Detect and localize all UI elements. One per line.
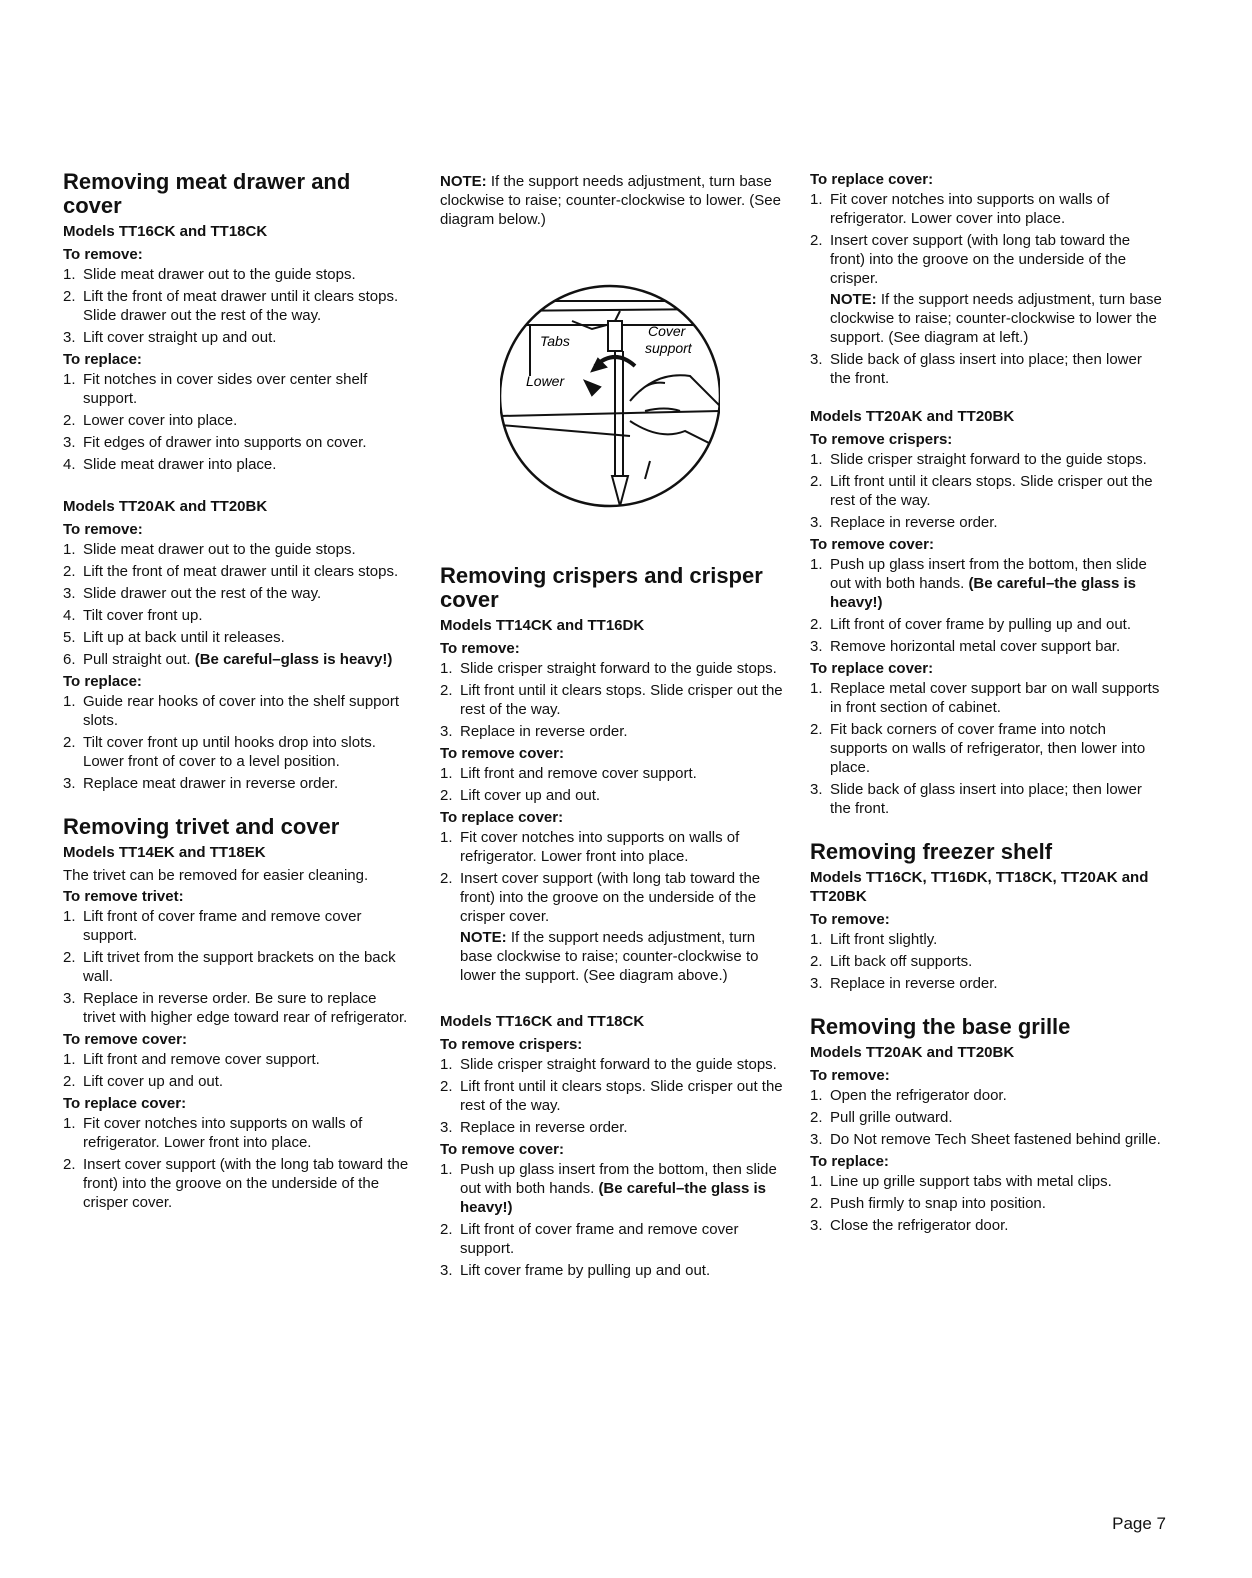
list-item: 3. Replace in reverse order. bbox=[810, 975, 998, 992]
list-item: 4. Slide meat drawer into place. bbox=[63, 456, 277, 473]
list-item: 3. Lift cover straight up and out. bbox=[63, 329, 277, 346]
step-list bbox=[63, 1114, 413, 1212]
subheading: To remove cover: bbox=[810, 536, 934, 553]
step-list bbox=[63, 907, 413, 1027]
section-title: Removing trivet and cover bbox=[63, 814, 340, 839]
step-list bbox=[440, 659, 790, 741]
step-list bbox=[440, 1160, 790, 1217]
subheading: To remove cover: bbox=[63, 1031, 187, 1048]
step-list bbox=[810, 615, 1165, 656]
note: NOTE: If the support needs adjustment, turn base clockwise to raise; counter-clockwise to lower. (See diagram below.) bbox=[440, 173, 781, 228]
list-item: 3. Slide drawer out the rest of the way. bbox=[63, 585, 322, 602]
list-item: 1. Push up glass insert from the bottom, then slide out with both hands. (Be careful–the glass is heavy!) bbox=[810, 556, 1147, 611]
step-list bbox=[63, 265, 413, 347]
list-item: 1. Line up grille support tabs with metal clips. bbox=[810, 1173, 1112, 1190]
list-item: 1. Open the refrigerator door. bbox=[810, 1087, 1007, 1104]
subheading: To remove: bbox=[63, 521, 143, 538]
section-base-grille bbox=[810, 1015, 1165, 1235]
list-item: 2. Pull grille outward. bbox=[810, 1109, 953, 1126]
subheading: To remove: bbox=[810, 1067, 890, 1084]
step-list bbox=[810, 1086, 1165, 1149]
section-title: Removing the base grille bbox=[810, 1014, 1071, 1039]
subheading: To replace: bbox=[63, 351, 142, 368]
list-item: 2. Lift front of cover frame and remove cover support. bbox=[440, 1221, 739, 1257]
step-list bbox=[440, 1220, 790, 1280]
models-label: Models TT14CK and TT16DK bbox=[440, 617, 645, 634]
subheading: To remove crispers: bbox=[440, 1036, 583, 1053]
models-label: Models TT16CK and TT18CK bbox=[63, 223, 268, 240]
step-list bbox=[810, 555, 1165, 612]
list-item: 3. Slide back of glass insert into place; then lower the front. bbox=[810, 781, 1142, 817]
column-2 bbox=[440, 172, 790, 1302]
label-lower: Lower bbox=[526, 373, 565, 389]
step-list bbox=[63, 1050, 413, 1091]
list-item: 1. Slide crisper straight forward to the guide stops. bbox=[810, 451, 1147, 468]
list-item: 2. Lift cover up and out. bbox=[63, 1073, 224, 1090]
list-item: 1. Slide meat drawer out to the guide stops. bbox=[63, 266, 356, 283]
step-list bbox=[63, 692, 413, 793]
section-title: Removing crispers and crisper cover bbox=[440, 563, 763, 612]
list-item: 1. Replace metal cover support bar on wall supports in front section of cabinet. bbox=[810, 680, 1160, 716]
subheading: To remove cover: bbox=[440, 745, 564, 762]
list-item: 1. Slide meat drawer out to the guide stops. bbox=[63, 541, 356, 558]
step-list bbox=[810, 930, 1165, 993]
list-item: 2. Insert cover support (with the long tab toward the front) into the groove on the underside of the crisper cover. bbox=[63, 1156, 409, 1211]
list-item: 2. Lift the front of meat drawer until it clears stops. bbox=[63, 563, 399, 580]
label-tabs: Tabs bbox=[540, 333, 570, 349]
list-item: 1. Fit cover notches into supports on walls of refrigerator. Lower cover into place. bbox=[810, 191, 1110, 227]
list-item: 2. Lift trivet from the support brackets on the back wall. bbox=[63, 949, 396, 985]
subheading: To replace cover: bbox=[810, 660, 934, 677]
list-item: 1. Lift front and remove cover support. bbox=[440, 765, 697, 782]
list-item: 1. Fit cover notches into supports on walls of refrigerator. Lower front into place. bbox=[63, 1115, 363, 1151]
list-item: 5. Lift up at back until it releases. bbox=[63, 629, 285, 646]
section-crisper-cover-replace bbox=[810, 170, 1165, 818]
list-item: 2. Lift front of cover frame by pulling up and out. bbox=[810, 616, 1132, 633]
subheading: To replace cover: bbox=[440, 809, 564, 826]
list-item: 1. Lift front of cover frame and remove cover support. bbox=[63, 908, 362, 944]
list-item: 3. Replace in reverse order. bbox=[440, 723, 628, 740]
subheading: To remove: bbox=[63, 246, 143, 263]
subheading: To remove: bbox=[440, 640, 520, 657]
cover-support-diagram bbox=[500, 261, 720, 531]
list-item: 1. Guide rear hooks of cover into the shelf support slots. bbox=[63, 693, 400, 729]
models-label: Models TT16CK and TT18CK bbox=[440, 1013, 645, 1030]
list-item: 1. Fit notches in cover sides over center shelf support. bbox=[63, 371, 368, 407]
models-label: Models TT20AK and TT20BK bbox=[810, 408, 1015, 425]
page-number: Page 7 bbox=[1112, 1514, 1166, 1533]
subheading: To replace: bbox=[810, 1153, 889, 1170]
list-item: 2. Lower cover into place. bbox=[63, 412, 238, 429]
subheading: To remove: bbox=[810, 911, 890, 928]
subheading: To replace cover: bbox=[63, 1095, 187, 1112]
section-freezer-shelf bbox=[810, 840, 1165, 993]
list-item: 2. Insert cover support (with long tab toward the front) into the groove on the underside of the crisper. NOTE: If the support needs adjustment, turn base clockwise to raise; counter-clockwise to lower the support. (See diagram at left.) bbox=[810, 231, 1165, 347]
list-item: 1. Slide crisper straight forward to the guide stops. bbox=[440, 1056, 777, 1073]
list-item: 2. Lift front until it clears stops. Slide crisper out the rest of the way. bbox=[440, 1078, 783, 1114]
list-item: 2. Lift front until it clears stops. Slide crisper out the rest of the way. bbox=[440, 682, 783, 718]
list-item: 1. Lift front and remove cover support. bbox=[63, 1051, 320, 1068]
subheading: To remove trivet: bbox=[63, 888, 184, 905]
list-item: 2. Push firmly to snap into position. bbox=[810, 1195, 1046, 1212]
list-item: 2. Lift the front of meat drawer until it clears stops. Slide drawer out the rest of the way. bbox=[63, 288, 399, 324]
list-item: 3. Close the refrigerator door. bbox=[810, 1217, 1009, 1234]
list-item: 3. Slide back of glass insert into place; then lower the front. bbox=[810, 351, 1142, 387]
label-support: support bbox=[645, 340, 692, 356]
section-trivet bbox=[63, 815, 413, 1212]
list-item: 3. Remove horizontal metal cover support bar. bbox=[810, 638, 1121, 655]
subheading: To remove cover: bbox=[440, 1141, 564, 1158]
step-list bbox=[440, 828, 790, 985]
step-list bbox=[810, 450, 1165, 532]
list-item: 1. Push up glass insert from the bottom, then slide out with both hands. (Be careful–the glass is heavy!) bbox=[440, 1161, 777, 1216]
step-list bbox=[440, 1055, 790, 1137]
list-item: 2. Insert cover support (with long tab toward the front) into the groove on the underside of the crisper cover. NOTE: If the support needs adjustment, turn base clockwise to raise; counter-clockwise to lower the support. (See diagram above.) bbox=[440, 869, 790, 985]
step-list bbox=[440, 764, 790, 805]
list-item: 2. Lift back off supports. bbox=[810, 953, 973, 970]
note: NOTE: If the support needs adjustment, turn base clockwise to raise; counter-clockwise to lower the support. (See diagram at left.) bbox=[830, 291, 1162, 346]
step-list bbox=[63, 540, 413, 669]
models-label: Models TT14EK and TT18EK bbox=[63, 844, 266, 861]
section-meat-drawer bbox=[63, 170, 413, 793]
section-title: Removing meat drawer and cover bbox=[63, 169, 351, 218]
models-label: Models TT20AK and TT20BK bbox=[810, 1044, 1015, 1061]
list-item: 3. Replace in reverse order. bbox=[440, 1119, 628, 1136]
list-item: 6. Pull straight out. (Be careful–glass is heavy!) bbox=[63, 651, 393, 668]
list-item: 3. Fit edges of drawer into supports on cover. bbox=[63, 434, 367, 451]
subheading: To replace: bbox=[63, 673, 142, 690]
list-item: 3. Replace in reverse order. bbox=[810, 514, 998, 531]
list-item: 3. Replace in reverse order. Be sure to replace trivet with higher edge toward rear of refrigerator. bbox=[63, 990, 408, 1026]
list-item: 3. Lift cover frame by pulling up and out. bbox=[440, 1262, 711, 1279]
list-item: 4. Tilt cover front up. bbox=[63, 607, 203, 624]
list-item: 1. Fit cover notches into supports on walls of refrigerator. Lower front into place. bbox=[440, 829, 740, 865]
step-list bbox=[810, 679, 1165, 818]
step-list bbox=[63, 370, 413, 474]
step-list bbox=[810, 1172, 1165, 1235]
label-cover: Cover bbox=[648, 323, 686, 339]
step-list bbox=[810, 190, 1165, 388]
list-item: 2. Tilt cover front up until hooks drop into slots. Lower front of cover to a level position. bbox=[63, 734, 376, 770]
list-item: 3. Do Not remove Tech Sheet fastened behind grille. bbox=[810, 1131, 1161, 1148]
column-3 bbox=[810, 170, 1165, 1257]
section-crispers bbox=[440, 564, 790, 1280]
models-label: Models TT16CK, TT16DK, TT18CK, TT20AK and TT20BK bbox=[810, 869, 1149, 905]
list-item: 2. Lift front until it clears stops. Slide crisper out the rest of the way. bbox=[810, 473, 1153, 509]
list-item: 3. Replace meat drawer in reverse order. bbox=[63, 775, 339, 792]
models-label: Models TT20AK and TT20BK bbox=[63, 498, 268, 515]
list-item: 2. Fit back corners of cover frame into notch supports on walls of refrigerator, then lower into place. bbox=[810, 721, 1146, 776]
list-item: 2. Lift cover up and out. bbox=[440, 787, 601, 804]
subheading: To remove crispers: bbox=[810, 431, 953, 448]
list-item: 1. Lift front slightly. bbox=[810, 931, 938, 948]
note: NOTE: If the support needs adjustment, turn base clockwise to raise; counter-clockwise to lower the support. (See diagram above.) bbox=[460, 929, 759, 984]
section-title: Removing freezer shelf bbox=[810, 839, 1053, 864]
intro-text: The trivet can be removed for easier cleaning. bbox=[63, 867, 369, 884]
column-1 bbox=[63, 170, 413, 1234]
list-item: 1. Slide crisper straight forward to the guide stops. bbox=[440, 660, 777, 677]
subheading: To replace cover: bbox=[810, 171, 934, 188]
